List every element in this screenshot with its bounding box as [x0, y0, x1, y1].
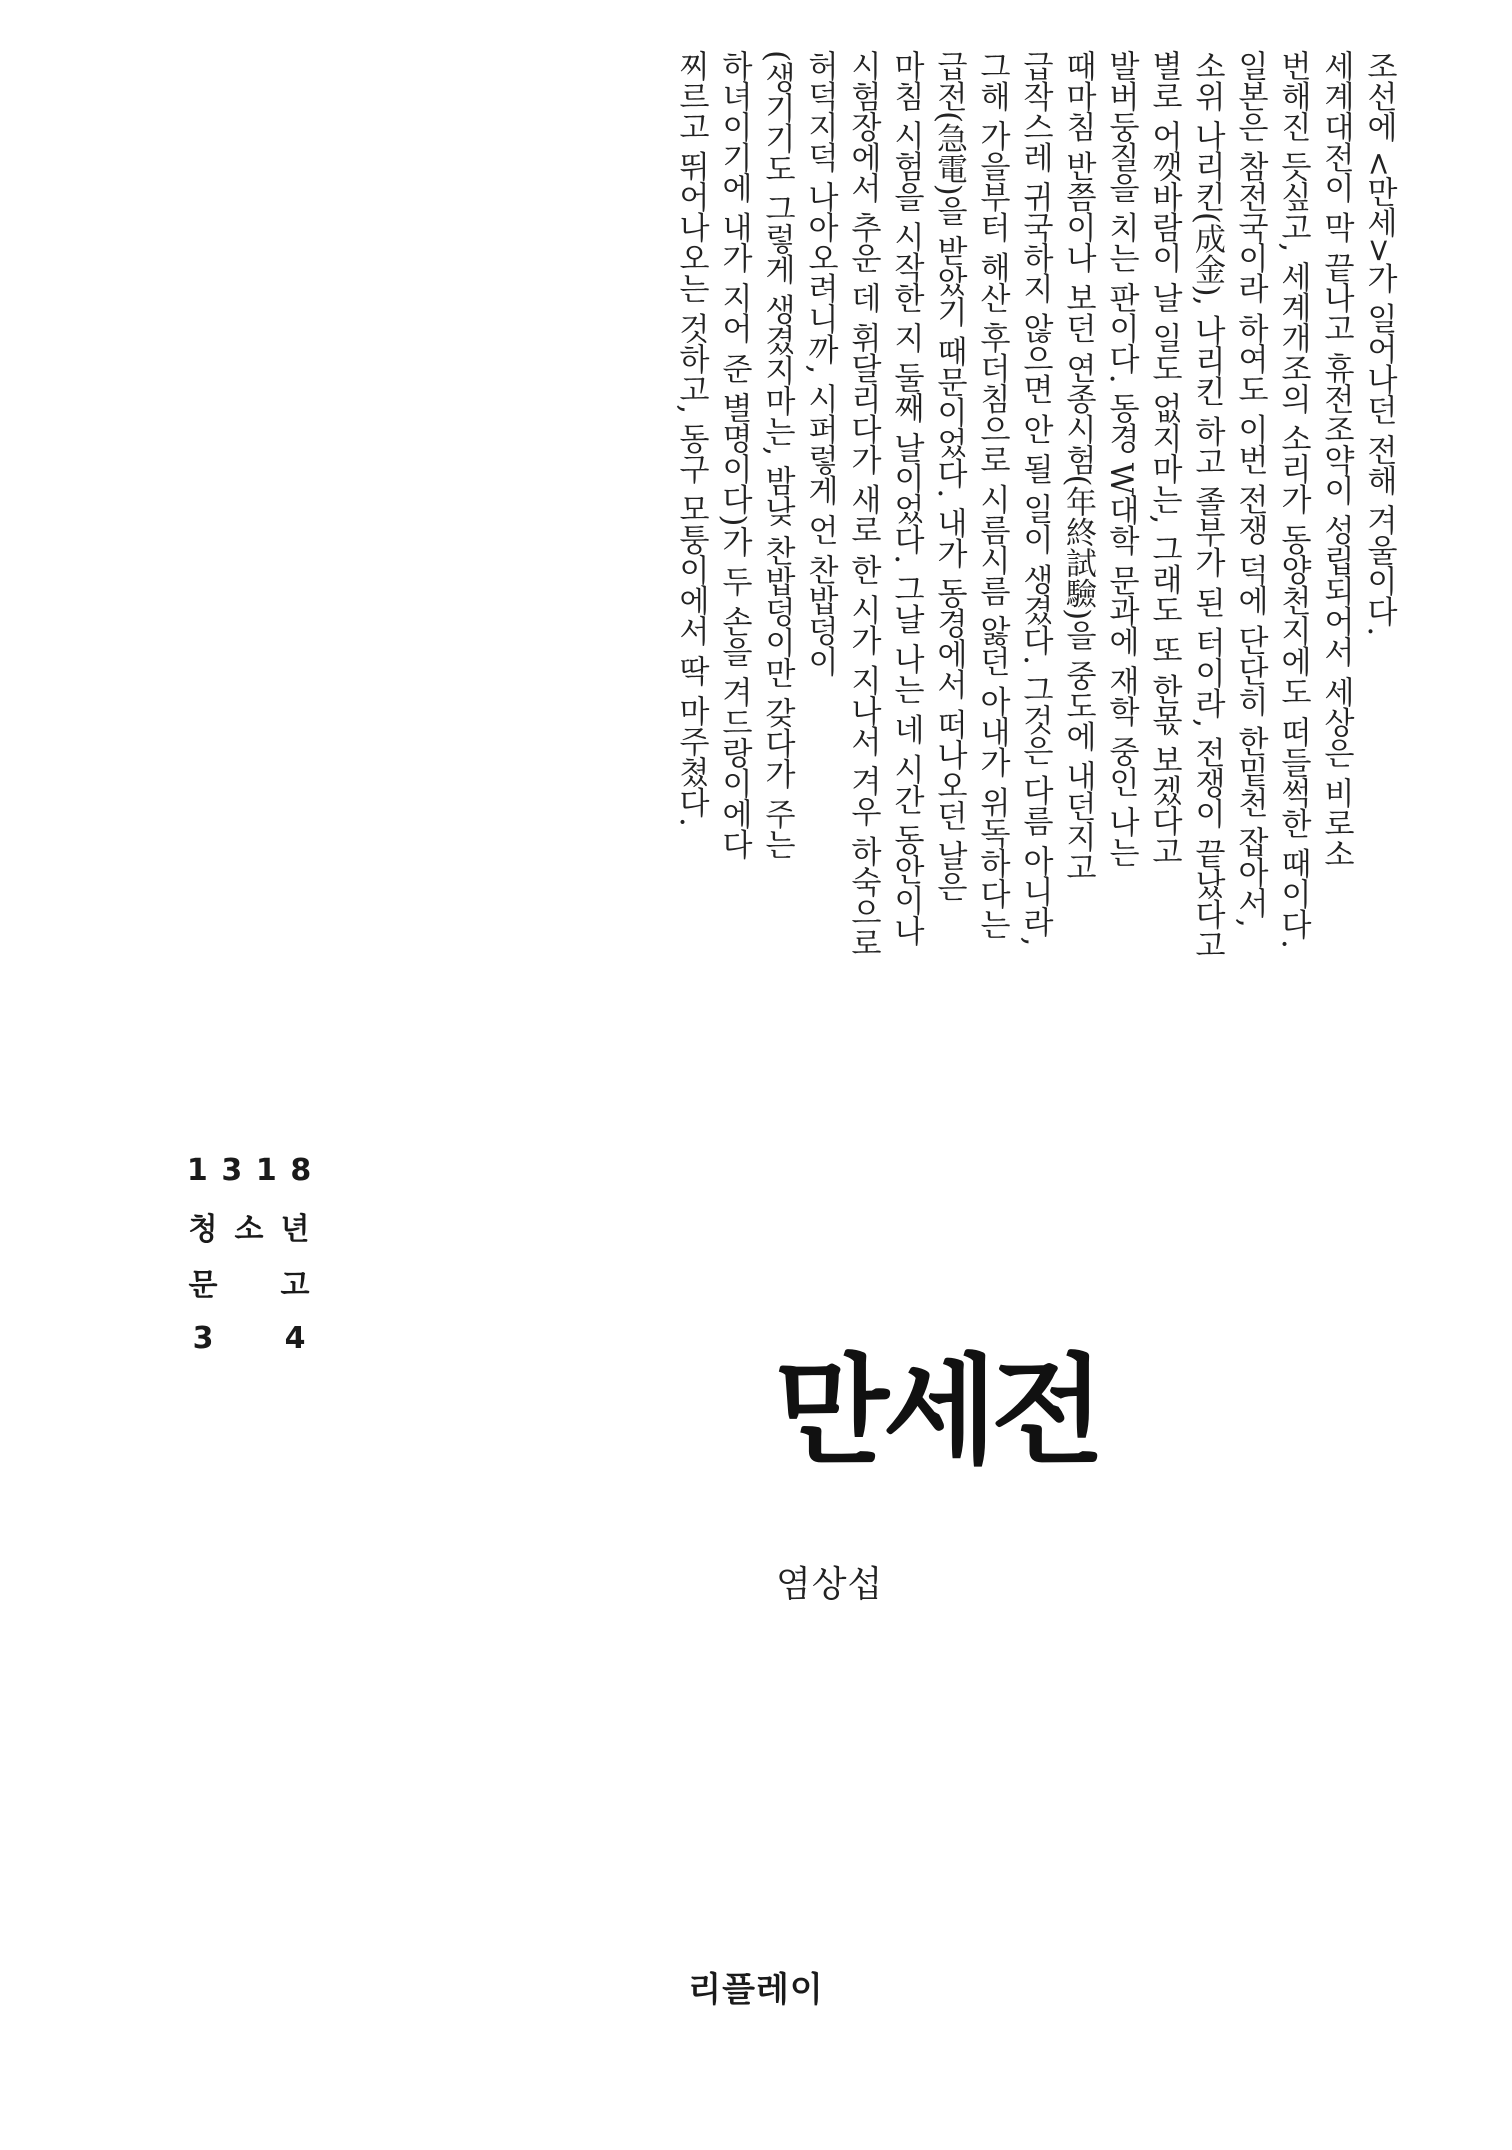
excerpt-line: (생기기도 그렇게 생겼지마는, 밤낮 찬밥덩이만 갖다가 주는 — [759, 50, 795, 860]
series-number-digit: 3 — [221, 1152, 243, 1188]
publisher-logo: 리플레이 — [688, 1970, 824, 2010]
series-volume-char: 4 — [284, 1320, 306, 1356]
series-number-digit: 1 — [255, 1152, 277, 1188]
excerpt-line: 허덕지덕 나아오려니까, 시퍼렇게 언 찬밥덩이 — [802, 50, 838, 677]
excerpt-line: 찌르고 뛰어나오는 것하고, 동구 모퉁이에서 딱 마주쳤다. — [673, 50, 709, 827]
excerpt-line: 발버둥질을 치는 판이다. 동경 W대학 문과에 재학 중인 나는 — [1103, 50, 1139, 868]
series-name-char — [226, 1254, 272, 1310]
excerpt-line: 급작스레 귀국하지 않으면 안 될 일이 생겼다. 그것은 다름 아니라, — [1017, 50, 1053, 946]
series-volume-char: 3 — [192, 1320, 214, 1356]
series-volume-char — [226, 1310, 272, 1366]
excerpt-line: 세계대전이 막 끝나고 휴전조약이 성립되어서 세상은 비로소 — [1318, 50, 1354, 869]
excerpt-line: 하녀이기에 내가 지어 준 별명이다)가 두 손을 겨드랑이에다 — [716, 50, 752, 860]
excerpt-line: 일본은 참전국이라 하여도 이번 전쟁 덕에 단단히 한밑천 잡아서, — [1232, 50, 1268, 928]
excerpt-line: 시험장에서 추운 데 휘달리다가 새로 한 시가 지나서 겨우 하숙으로 — [845, 50, 881, 958]
excerpt-line: 마침 시험을 시작한 지 둘째 날이었다. 그날 나는 네 시간 동안이나 — [888, 50, 924, 946]
excerpt-line: 번해진 듯싶고, 세계개조의 소리가 동양천지에도 떠들썩한 때이다. — [1275, 50, 1311, 949]
series-mark — [180, 1142, 318, 1366]
series-number-digit: 1 — [186, 1152, 208, 1188]
book-author: 염상섭 — [776, 1564, 884, 1605]
excerpt-line: 별로 어깻바람이 날 일도 없지마는, 그래도 또 한몫 보겠다고 — [1146, 50, 1182, 867]
excerpt-line: 급전(急電)을 받았기 때문이었다. 내가 동경에서 떠나오던 날은 — [931, 50, 967, 902]
book-title: 만세전 — [775, 1342, 1099, 1480]
excerpt-line: 소위 나리킨(成金), 나리킨 하고 졸부가 된 터이라, 전쟁이 끝났다고 — [1189, 50, 1225, 960]
series-name-char: 소 — [234, 1212, 264, 1247]
excerpt-line: 조선에 <만세>가 일어나던 전해 겨울이다. — [1361, 50, 1397, 636]
series-name-char: 문 — [188, 1268, 218, 1303]
series-number-digit: 8 — [290, 1152, 312, 1188]
excerpt-line: 그해 가을부터 해산 후더침으로 시름시름 앓던 아내가 위독하다는 — [974, 50, 1010, 939]
excerpt-line: 때마침 반쯤이나 보던 연종시험(年終試驗)을 중도에 내던지고 — [1060, 50, 1096, 883]
series-name-char: 고 — [280, 1268, 310, 1303]
series-name-char: 청 — [188, 1212, 218, 1247]
series-name-char: 년 — [280, 1212, 310, 1247]
excerpt-text — [669, 50, 1400, 1080]
